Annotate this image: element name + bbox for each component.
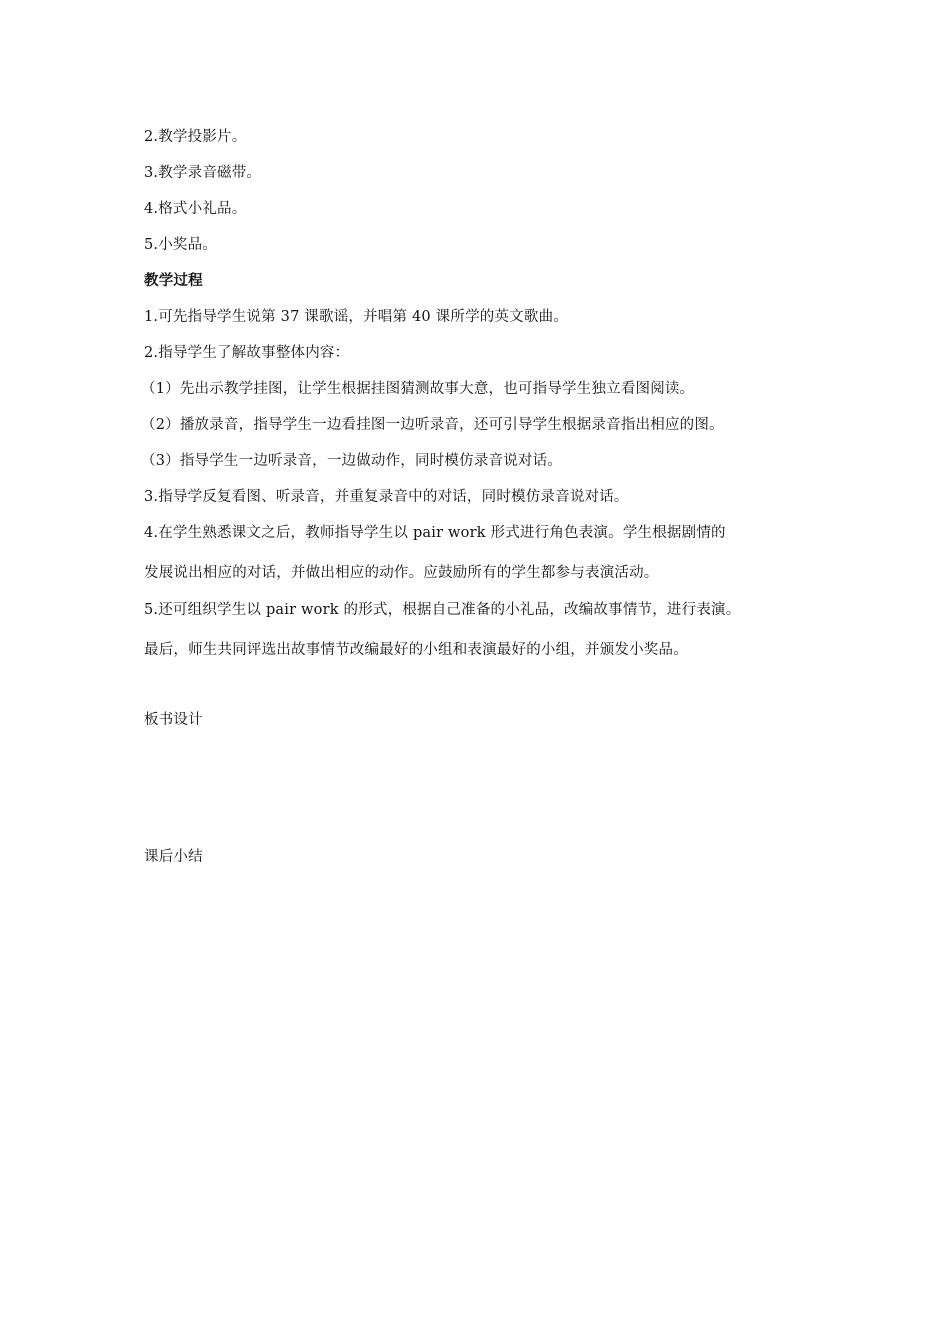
lesson-summary-label: 课后小结 (144, 849, 203, 865)
process-substep-2: （2）播放录音，指导学生一边看挂图一边听录音，还可引导学生根据录音指出相应的图。 (141, 417, 724, 433)
process-step-5-continued: 最后，师生共同评选出故事情节改编最好的小组和表演最好的小组，并颁发小奖品。 (144, 642, 688, 658)
material-item-4: 4.格式小礼品。 (144, 201, 247, 217)
material-item-3: 3.教学录音磁带。 (144, 165, 262, 181)
process-step-1: 1.可先指导学生说第 37 课歌谣，并唱第 40 课所学的英文歌曲。 (144, 309, 568, 325)
process-substep-3: （3）指导学生一边听录音，一边做动作，同时模仿录音说对话。 (141, 453, 563, 469)
process-step-4: 4.在学生熟悉课文之后，教师指导学生以 pair work 形式进行角色表演。学生根据剧情的 (144, 525, 726, 541)
process-step-5: 5.还可组织学生以 pair work 的形式，根据自己准备的小礼品，改编故事情节，进行表演。 (144, 602, 741, 618)
board-design-label: 板书设计 (144, 712, 203, 728)
process-step-4-continued: 发展说出相应的对话，并做出相应的动作。应鼓励所有的学生都参与表演活动。 (144, 565, 659, 581)
material-item-2: 2.教学投影片。 (144, 129, 247, 145)
process-heading: 教学过程 (144, 273, 203, 289)
process-step-2: 2.指导学生了解故事整体内容： (144, 345, 350, 361)
process-step-3: 3.指导学反复看图、听录音，并重复录音中的对话，同时模仿录音说对话。 (144, 489, 629, 505)
material-item-5: 5.小奖品。 (144, 237, 218, 253)
process-substep-1: （1）先出示教学挂图，让学生根据挂图猜测故事大意，也可指导学生独立看图阅读。 (141, 381, 695, 397)
